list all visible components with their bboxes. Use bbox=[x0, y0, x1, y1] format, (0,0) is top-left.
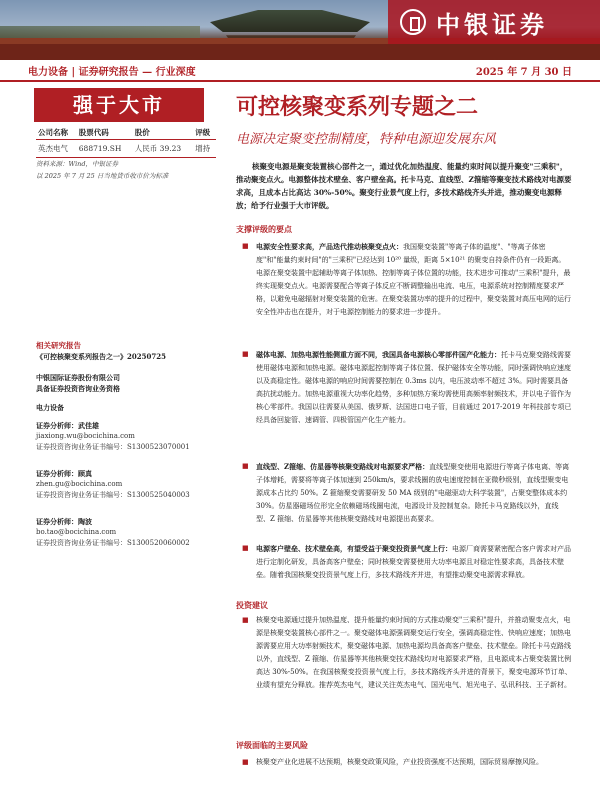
table-cell: 英杰电气 bbox=[36, 140, 77, 158]
breadcrumb: 电力设备 | 证券研究报告 — 行业深度 bbox=[28, 66, 196, 78]
page-subtitle: 电源决定聚变控制精度，特种电源迎发展东风 bbox=[236, 132, 497, 147]
risk-body: 核聚变产业化进展不达预期，核聚变政策风险，产业投资强度不达预期，国际贸易摩擦风险。 bbox=[256, 758, 543, 766]
brand-name: 中银证券 bbox=[436, 10, 548, 39]
table-header: 评级 bbox=[193, 126, 216, 140]
banner-roof bbox=[210, 10, 370, 32]
point-lead: 电源安全性要求高，产品迭代推动核聚变点火： bbox=[256, 242, 403, 251]
section-title-advice: 投资建议 bbox=[236, 600, 268, 610]
related-title: 相关研究报告 bbox=[36, 341, 81, 350]
page-title: 可控核聚变系列专题之二 bbox=[236, 94, 479, 120]
section-title-key-points: 支撑评级的要点 bbox=[236, 224, 292, 234]
sector-label bbox=[36, 402, 216, 413]
list-item bbox=[242, 756, 572, 769]
table-cell: 人民币 39.23 bbox=[133, 140, 193, 158]
analyst-1 bbox=[36, 420, 216, 453]
related-item: 《可控核聚变系列报告之一》20250725 bbox=[36, 352, 166, 361]
licence-block bbox=[36, 372, 216, 394]
point-lead: 磁体电源、加热电源性能侧重方面不同，我国具备电源核心零部件国产化能力： bbox=[256, 350, 501, 359]
list-item bbox=[242, 460, 572, 526]
table-header-row bbox=[36, 126, 216, 140]
list-item bbox=[242, 542, 572, 582]
point-body: 电源厂商需要紧密配合客户需求对产品进行定制化研发，具备高客户壁垒；同时核聚变需要使用大功率电源且对稳定性要求高，具备技术壁垒。随着我国核聚变投资景气度上行，多技术路线齐并进，有望推动聚变电源需求释放。 bbox=[256, 545, 571, 579]
list-item bbox=[242, 614, 572, 692]
banner-wall bbox=[0, 44, 600, 60]
point-body: 托卡马克聚变路线需要使用磁体电源和加热电源。磁体电源起控制等离子体位置、保护磁体安全等功能，同时强调快响应速度以及高稳定性。磁体电源的响应时间需要控制在 0.3ms 以内，电压波动率不超过 3%。同时需要具备高抗扰动能力。加热电源重视大功率化趋势，多种加热方案均需使用高频率射频技术，并以电子管作为核心零部件。我国以往需要从美国、俄罗斯、法国进口电子管，目前通过 2017-2019 年科技部专项已经具备回旋管、速调管、四极管国产化生产能力。 bbox=[256, 351, 572, 424]
point-lead: 直线型、Z箍缩、仿星器等核聚变路线对电源要求严格： bbox=[256, 462, 430, 471]
summary-paragraph: 核聚变电源是聚变装置核心部件之一，通过优化加热温度、能量约束时间以提升聚变"三乘积"，推动聚变点火。电源整体技术壁垒、客户壁垒高。托卡马克、直线型、Z箍缩等聚变技术路线对电源要求高，且成本占比高达 30%-50%。聚变行业景气度上行，多技术路线齐头并进，推动聚变电源释放；给予行业强于大市评级。 bbox=[236, 162, 572, 210]
analyst-cert: 证券投资咨询业务证书编号：S1300525040003 bbox=[36, 491, 190, 499]
source-line: 资料来源：Wind，中银证券 bbox=[36, 160, 118, 168]
point-body: 直线型聚变使用电源进行等离子体电离、等离子体增耗，需要将等离子体加速到 250km/s，要求线圈的放电速度控制在亚微秒级别，直线型聚变电源成本占比约 50%。Z 箍缩聚变需要研发 50 MA 级别的"电磁驱动大科学装置"，占聚变整体成本约 30%。仿星器磁场位形完全依赖磁场线圈电流，电源设计及控制复杂。除托卡马克路线以外，直线型、Z 箍缩、仿星器等其他核聚变路线对电源提出高要求。 bbox=[256, 463, 570, 523]
related-reports bbox=[36, 340, 216, 362]
rating-badge: 强于大市 bbox=[34, 88, 204, 122]
report-date: 2025 年 7 月 30 日 bbox=[475, 66, 572, 78]
source-line: 以 2025 年 7 月 25 日当地货币收市价为标准 bbox=[36, 172, 169, 180]
analyst-name: 证券分析师：顾真 bbox=[36, 469, 92, 478]
point-body: 我国聚变装置"等离子体的温度"、"等离子体密度"和"能量约束时间"的"三乘积"已经达到 10²⁰ 量级，距离 5×10²¹ 的聚变自持条件仍有一段距离。电源在聚变装置中起辅助等离子体加热、控制等离子体位置的功能，技术进步可推动"三乘积"提升，最终实现聚变点火。电源需要配合等离子体反应不断调整输出电流、电压，电源系统对控制精度要求严格，以避免电磁辐射对聚变装置的危害。在聚变装置功率的提升的过程中，聚变装置对高压电网的运行安全性冲击也在提升，对于电源控制能力的要求进一步提升。 bbox=[256, 243, 571, 316]
analyst-email: jiaxiong.wu@bocichina.com bbox=[36, 432, 135, 440]
table-row bbox=[36, 140, 216, 158]
advice-body: 核聚变电源通过提升加热温度、提升能量约束时间的方式推动聚变"三乘积"提升，并推动聚变点火，电源是核聚变装置核心部件之一。聚变磁体电源强调聚变运行安全，强调高稳定性、快响应速度；加热电源需要应用大功率射频技术，聚变磁体电源、加热电源均具备高客户壁垒、技术壁垒。除托卡马克路线以外，直线型、Z 箍缩、仿星器等其他核聚变技术路线均对电源要求严格，且电源成本占聚变装置比例高达 30%-50%。在我国核聚变投资景气度上行，多技术路线齐头并进的背景下，聚变电源环节订单、业绩有望充分释放。推荐英杰电气，建议关注英杰电气、国光电气、旭光电子、弘讯科技、王子新材。 bbox=[256, 616, 572, 689]
analyst-cert: 证券投资咨询业务证书编号：S1300520060002 bbox=[36, 539, 190, 547]
sector-name: 电力设备 bbox=[36, 403, 64, 412]
analyst-email: bo.tao@bocichina.com bbox=[36, 528, 117, 536]
table-cell: 688719.SH bbox=[77, 140, 133, 158]
analyst-cert: 证券投资咨询业务证书编号：S1300523070001 bbox=[36, 443, 190, 451]
list-item bbox=[242, 348, 572, 427]
top-bar bbox=[0, 60, 600, 82]
bank-logo-icon bbox=[400, 9, 426, 35]
analyst-3 bbox=[36, 516, 216, 549]
header-banner bbox=[0, 0, 600, 60]
table-header: 股票代码 bbox=[77, 126, 133, 140]
licence-line: 具备证券投资咨询业务资格 bbox=[36, 384, 120, 393]
analyst-2 bbox=[36, 468, 216, 501]
stock-table bbox=[36, 126, 216, 158]
list-item bbox=[242, 240, 572, 319]
table-header: 公司名称 bbox=[36, 126, 77, 140]
source-note bbox=[36, 158, 216, 182]
analyst-name: 证券分析师：武佳雄 bbox=[36, 421, 99, 430]
table-cell: 增持 bbox=[193, 140, 216, 158]
table-header: 股价 bbox=[133, 126, 193, 140]
analyst-email: zhen.gu@bocichina.com bbox=[36, 480, 123, 488]
analyst-name: 证券分析师：陶波 bbox=[36, 517, 92, 526]
point-lead: 电源客户壁垒、技术壁垒高，有望受益于聚变投资景气度上行： bbox=[256, 544, 452, 553]
brand-box bbox=[388, 0, 600, 44]
section-title-risks: 评级面临的主要风险 bbox=[236, 740, 308, 750]
licence-line: 中银国际证券股份有限公司 bbox=[36, 373, 120, 382]
